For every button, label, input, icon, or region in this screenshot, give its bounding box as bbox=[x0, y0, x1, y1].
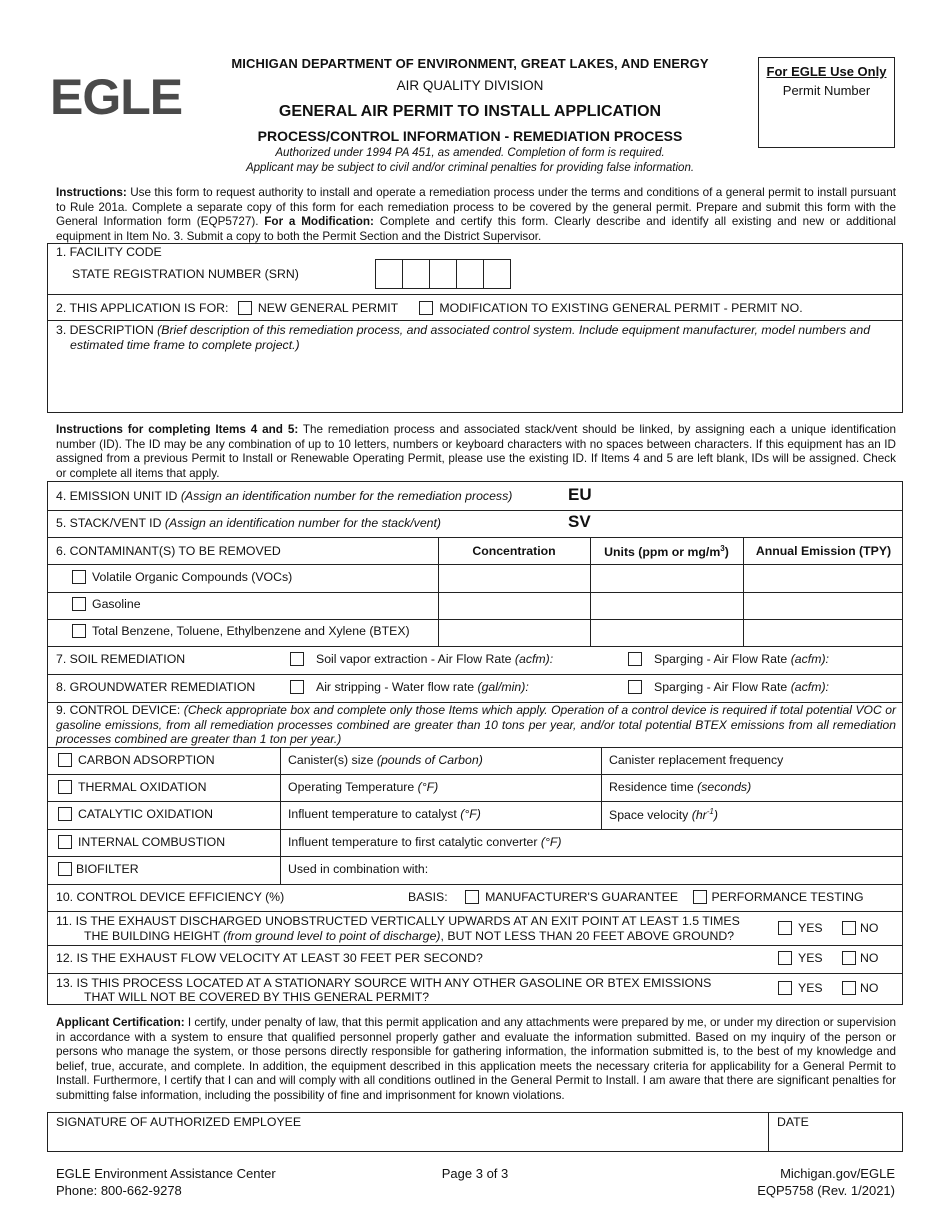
contaminant-row-voc: Volatile Organic Compounds (VOCs) bbox=[72, 570, 292, 584]
residence-time-label: Residence time (seconds) bbox=[609, 780, 752, 794]
emission-unit-id-label: 4. EMISSION UNIT ID (Assign an identification number for the remediation process) bbox=[56, 489, 513, 503]
egle-logo bbox=[50, 70, 195, 120]
internal-combustion-option: INTERNAL COMBUSTION bbox=[58, 835, 225, 849]
description-label: 3. DESCRIPTION (Brief description of this remediation process, and associated control system. Include equipment manufacturer, model numbers and estimated time frame to complete project.) bbox=[56, 323, 871, 352]
btex-checkbox[interactable] bbox=[72, 624, 86, 638]
efficiency-label: 10. CONTROL DEVICE EFFICIENCY (%) bbox=[56, 890, 285, 904]
date-label: DATE bbox=[777, 1115, 809, 1129]
facility-code-label: 1. FACILITY CODE bbox=[56, 245, 162, 259]
contaminants-label: 6. CONTAMINANT(S) TO BE REMOVED bbox=[56, 544, 281, 558]
concentration-header: Concentration bbox=[472, 544, 556, 558]
date-input[interactable] bbox=[774, 1131, 896, 1151]
item11-question: 11. IS THE EXHAUST DISCHARGED UNOBSTRUCTED VERTICALLY UPWARDS AT AN EXIT POINT AT LEAST 1.5 TIMES THE BUILDING HEIGHT (from ground level to point of discharge), BUT NOT LESS THAN 20 FEET ABOVE GROUND? bbox=[56, 914, 740, 943]
units-header: Units (ppm or $mg/m^3$) bbox=[604, 544, 729, 560]
stack-vent-id-label: 5. STACK/VENT ID (Assign an identification number for the stack/vent) bbox=[56, 516, 442, 530]
footer-center-name: EGLE Environment Assistance Center bbox=[56, 1166, 276, 1181]
groundwater-sparging-option: Sparging - Air Flow Rate (acfm): bbox=[628, 680, 829, 694]
new-permit-label: NEW GENERAL PERMIT bbox=[257, 301, 398, 315]
operating-temperature-label: Operating Temperature (°F) bbox=[288, 780, 439, 794]
groundwater-sparging-checkbox[interactable] bbox=[628, 680, 642, 694]
description-input[interactable] bbox=[58, 356, 888, 408]
canister-size-label: Canister(s) size (pounds of Carbon) bbox=[288, 753, 483, 767]
item11-yes-checkbox[interactable] bbox=[778, 921, 792, 935]
air-stripping-checkbox[interactable] bbox=[290, 680, 304, 694]
gasoline-checkbox[interactable] bbox=[72, 597, 86, 611]
soil-vapor-option: Soil vapor extraction - Air Flow Rate (acfm): bbox=[290, 652, 553, 666]
srn-input[interactable] bbox=[376, 259, 511, 289]
thermal-oxidation-option: THERMAL OXIDATION bbox=[58, 780, 206, 794]
soil-sparging-option: Sparging - Air Flow Rate (acfm): bbox=[628, 652, 829, 666]
soil-sparging-checkbox[interactable] bbox=[628, 652, 642, 666]
instructions: Instructions: Use this form to request authority to install and operate a remediation process under the terms and conditions of a general permit to install pursuant to Rule 201a. Complete a separate copy of this form for each remediation process to be covered by the general permit. Prepare and submit this form with the General Information form (EQP5727). For a Modification: Complete and certify this form. Clearly describe and identify all existing and new or additional equipment in Item No. 3. Submit a copy to both the Permit Section and the District Supervisor. bbox=[56, 186, 897, 243]
item13-no-checkbox[interactable] bbox=[842, 981, 856, 995]
eu-prefix: EU bbox=[568, 485, 592, 504]
division-name: AIR QUALITY DIVISION bbox=[396, 78, 544, 93]
basis-options: BASIS: MANUFACTURER'S GUARANTEE PERFORMANCE TESTING bbox=[408, 890, 864, 904]
item12-question: 12. IS THE EXHAUST FLOW VELOCITY AT LEAST 30 FEET PER SECOND? bbox=[56, 951, 483, 965]
stack-vent-id-input[interactable] bbox=[600, 512, 890, 536]
egle-use-only-box bbox=[758, 57, 895, 148]
footer-right bbox=[660, 1165, 895, 1199]
footer-website: Michigan.gov/EGLE bbox=[780, 1166, 895, 1181]
signature-box bbox=[47, 1112, 903, 1152]
contaminant-row-gasoline: Gasoline bbox=[72, 597, 141, 611]
form-title: GENERAL AIR PERMIT TO INSTALL APPLICATION bbox=[278, 103, 662, 120]
thermal-oxidation-checkbox[interactable] bbox=[58, 780, 72, 794]
item12-no-checkbox[interactable] bbox=[842, 951, 856, 965]
page-number: Page 3 of 3 bbox=[441, 1166, 509, 1181]
new-permit-checkbox[interactable] bbox=[238, 301, 252, 315]
converter-temperature-label: Influent temperature to first catalytic converter (°F) bbox=[288, 835, 562, 849]
internal-combustion-checkbox[interactable] bbox=[58, 835, 72, 849]
signature-input[interactable] bbox=[56, 1131, 756, 1151]
item13-question: 13. IS THIS PROCESS LOCATED AT A STATIONARY SOURCE WITH ANY OTHER GASOLINE OR BTEX EMISSIONS THAT WILL NOT BE COVERED BY THIS GENERAL PERMIT? bbox=[56, 976, 712, 1004]
combination-label: Used in combination with: bbox=[288, 862, 429, 876]
soil-remediation-label: 7. SOIL REMEDIATION bbox=[56, 652, 186, 666]
annual-emission-header: Annual Emission (TPY) bbox=[755, 544, 892, 558]
manufacturer-guarantee-checkbox[interactable] bbox=[465, 890, 479, 904]
item11-answers: YES NO bbox=[778, 921, 878, 935]
carbon-adsorption-checkbox[interactable] bbox=[58, 753, 72, 767]
space-velocity-label: Space velocity $(hr^{-1})$ bbox=[609, 807, 718, 823]
modification-label: MODIFICATION TO EXISTING GENERAL PERMIT - PERMIT NO. bbox=[439, 301, 803, 315]
soil-vapor-checkbox[interactable] bbox=[290, 652, 304, 666]
air-stripping-option: Air stripping - Water flow rate (gal/min): bbox=[290, 680, 529, 694]
department-name: MICHIGAN DEPARTMENT OF ENVIRONMENT, GREAT LAKES, AND ENERGY bbox=[231, 56, 709, 71]
item11-no-checkbox[interactable] bbox=[842, 921, 856, 935]
biofilter-option: BIOFILTER bbox=[58, 862, 139, 876]
applicant-certification: Applicant Certification: I certify, under penalty of law, that this permit application and any attachments were prepared by me, or under my direction or supervision in accordance with a system to ensure that qualified personnel properly gather and evaluate the information submitted. Based on my inquiry of the person or persons who manage the system, or those persons directly responsible for gathering information, the information submitted is, to the best of my knowledge and belief, true, accurate, and complete. In addition, the equipment described in this application meets the necessary criteria for applicability for a General Permit to Install. Furthermore, I certify that I can and will comply with all conditions outlined in the General Permit to Install. I am aware that there are significant penalties for submitting false information, including the possibility of fine and imprisonment for known violations. bbox=[56, 1016, 896, 1102]
item13-answers: YES NO bbox=[778, 981, 878, 995]
signature-label: SIGNATURE OF AUTHORIZED EMPLOYEE bbox=[56, 1115, 302, 1129]
biofilter-checkbox[interactable] bbox=[58, 862, 72, 876]
control-device-instructions: 9. CONTROL DEVICE: (Check appropriate box and complete only those Items which apply. Operation of a control device is required if total potential VOC or gasoline emissions, from all remediation processes combined are greater than 10 tons per year, and/or total potential BTEX emissions from all remediation processes combined are greater than 1 ton per year.) bbox=[56, 703, 896, 746]
catalytic-oxidation-checkbox[interactable] bbox=[58, 807, 72, 821]
modification-checkbox[interactable] bbox=[419, 301, 433, 315]
groundwater-remediation-label: 8. GROUNDWATER REMEDIATION bbox=[56, 680, 256, 694]
section-facility bbox=[47, 243, 903, 413]
srn-label: STATE REGISTRATION NUMBER (SRN) bbox=[72, 267, 299, 281]
voc-checkbox[interactable] bbox=[72, 570, 86, 584]
performance-testing-checkbox[interactable] bbox=[693, 890, 707, 904]
item12-answers: YES NO bbox=[778, 951, 878, 965]
catalyst-temperature-label: Influent temperature to catalyst (°F) bbox=[288, 807, 481, 821]
contaminant-row-btex: Total Benzene, Toluene, Ethylbenzene and Xylene (BTEX) bbox=[72, 624, 410, 638]
item12-yes-checkbox[interactable] bbox=[778, 951, 792, 965]
form-subtitle: PROCESS/CONTROL INFORMATION - REMEDIATION PROCESS bbox=[257, 128, 683, 144]
permit-number-label: Permit Number bbox=[782, 83, 871, 98]
footer-form-id: EQP5758 (Rev. 1/2021) bbox=[757, 1183, 895, 1198]
section-process bbox=[47, 481, 903, 1005]
sv-prefix: SV bbox=[568, 512, 591, 531]
footer-left bbox=[56, 1165, 276, 1199]
item2-label: 2. THIS APPLICATION IS FOR: NEW GENERAL PERMIT MODIFICATION TO EXISTING GENERAL PERMIT - PERMIT NO. bbox=[56, 301, 803, 315]
instructions-items-4-5: Instructions for completing Items 4 and 5: The remediation process and associated stack/vent should be linked, by assigning each a unique identification number (ID). The ID may be any combination of up to 10 letters, numbers or keyboard characters with no spaces between characters. If this equipment has an ID assigned from a previous Permit to Install or Renewable Operating Permit, please use the existing ID. If Items 4 and 5 are left blank, IDs will be assigned. Check or complete all items that apply. bbox=[56, 423, 897, 480]
egle-logo-text: EGLE bbox=[50, 70, 183, 120]
canister-replacement-label: Canister replacement frequency bbox=[609, 753, 784, 767]
emission-unit-id-input[interactable] bbox=[600, 484, 890, 508]
footer-phone: Phone: 800-662-9278 bbox=[56, 1183, 182, 1198]
carbon-adsorption-option: CARBON ADSORPTION bbox=[58, 753, 215, 767]
egle-use-only-label: For EGLE Use Only bbox=[766, 64, 887, 79]
authorization-note: Authorized under 1994 PA 451, as amended. Completion of form is required. Applicant may be subject to civil and/or criminal penalties for providing false information. bbox=[245, 147, 695, 174]
catalytic-oxidation-option: CATALYTIC OXIDATION bbox=[58, 807, 213, 821]
item13-yes-checkbox[interactable] bbox=[778, 981, 792, 995]
